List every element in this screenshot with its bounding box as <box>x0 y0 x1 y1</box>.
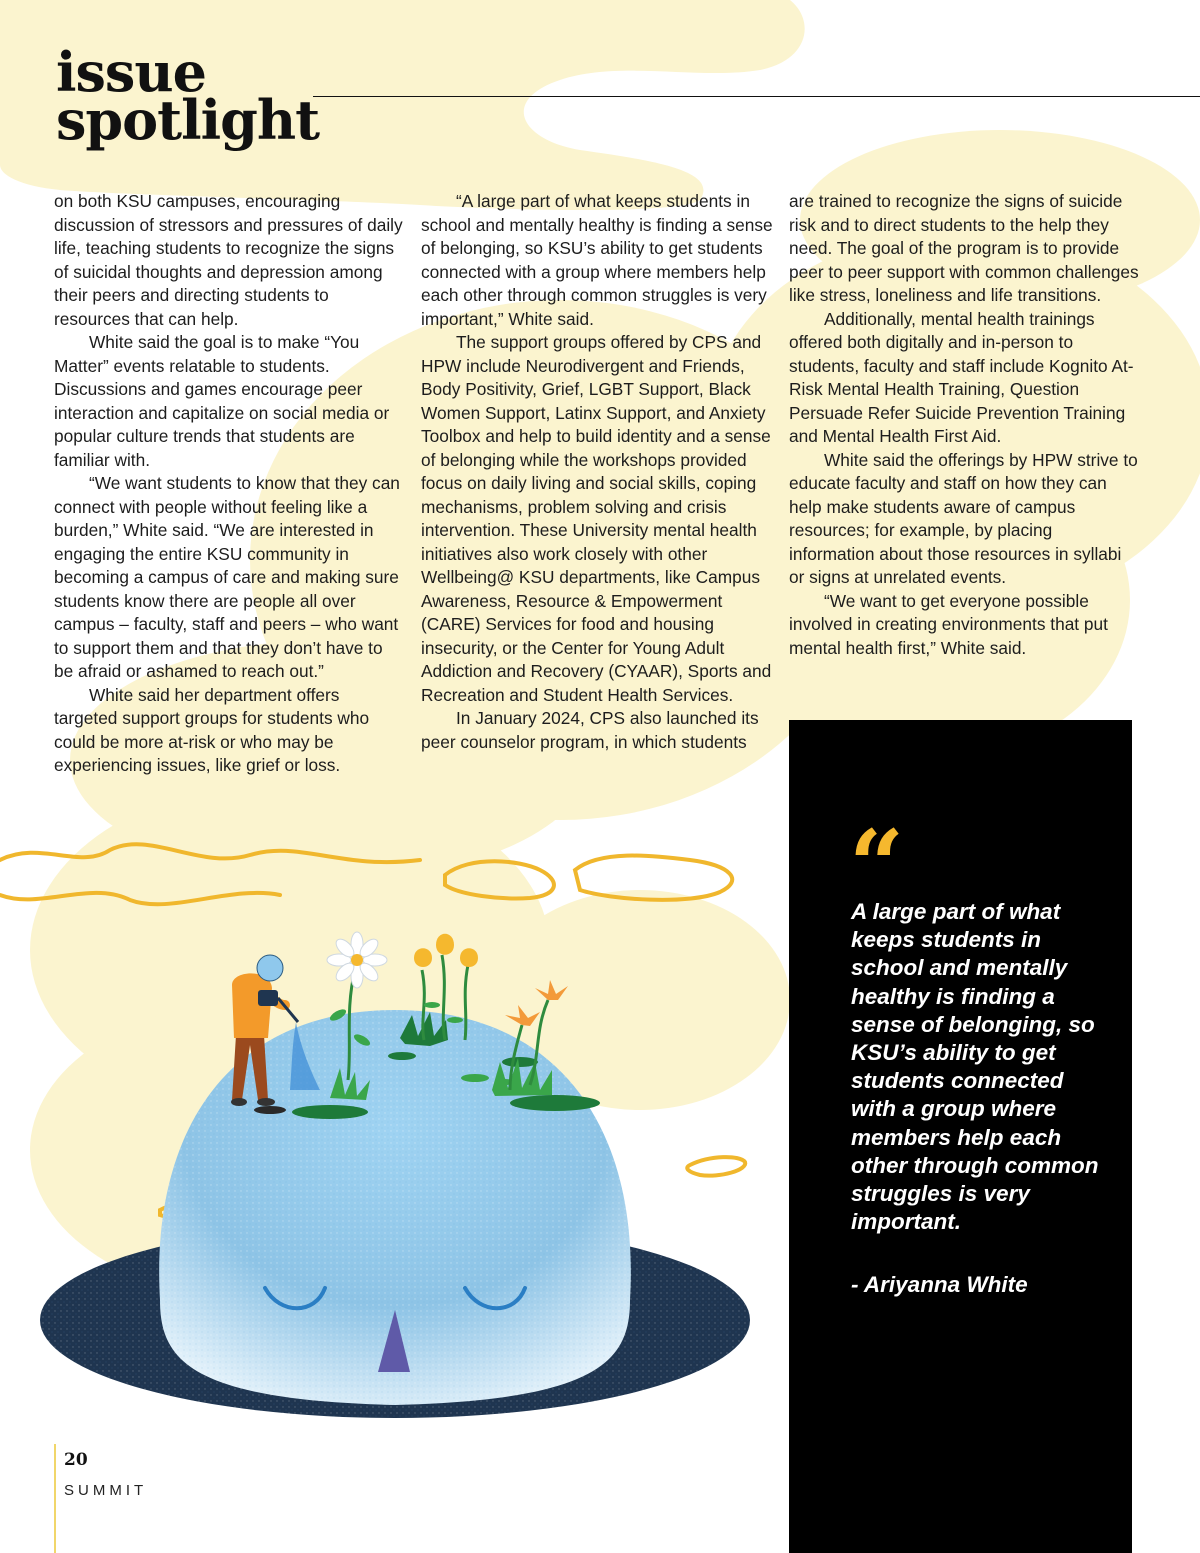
section-heading <box>56 40 320 152</box>
footer-accent-bar <box>54 1444 56 1553</box>
article-column-3 <box>789 190 1141 660</box>
paragraph: are trained to recognize the signs of suicide risk and to direct students to the help they need. The goal of the program is to provide peer to peer support with common challenges like stress, loneliness and life transitions. <box>789 191 1139 305</box>
heading-line-spotlight: spotlight <box>56 88 320 152</box>
page-number: 20 <box>64 1450 88 1470</box>
paragraph: “A large part of what keeps students in school and mentally healthy is finding a sense of belonging, so KSU’s ability to get students connected with a group where members help each other through common struggles is very important,” White said. <box>421 191 773 329</box>
article-column-2 <box>421 190 773 754</box>
paragraph: White said her department offers targeted support groups for students who could be more at-risk or who may be experiencing issues, like grief or loss. <box>54 684 370 775</box>
paragraph: “We want to get everyone possible involved in creating environments that put mental health first,” White said. <box>789 590 1108 658</box>
illustration-head-garden <box>0 800 780 1420</box>
heading-rule <box>313 96 1200 97</box>
article-column-1 <box>54 190 406 778</box>
open-quote-icon: “ <box>849 809 905 922</box>
paragraph: on both KSU campuses, encouraging discussion of stressors and pressures of daily life, teaching students to recognize the signs of suicidal thoughts and depression among their peers and directing students to resources that can help. <box>54 191 403 329</box>
paragraph: “We want students to know that they can connect with people without feeling like a burden,” White said. “We are interested in engaging the entire KSU community in becoming a campus of care and making sure students know there are people all over campus – faculty, staff and peers – who want to support them and that they don’t have to be afraid or ashamed to reach out.” <box>54 473 400 681</box>
paragraph: The support groups offered by CPS and HPW include Neurodivergent and Friends, Body Positivity, Grief, LGBT Support, Black Women Support, Latinx Support, and Anxiety Toolbox and help to build identity and a sense of belonging while the workshops provided focus on daily living and social skills, coping mechanisms, problem solving and crisis intervention. These University mental health initiatives also work closely with other Wellbeing@ KSU departments, like Campus Awareness, Resource & Empowerment (CARE) Services for food and housing insecurity, or the Center for Young Adult Addiction and Recovery (CYAAR), Sports and Recreation and Student Health Services. <box>421 332 772 705</box>
paragraph: White said the offerings by HPW strive to educate faculty and staff on how they can help make students aware of campus resources; for example, by placing information about those resources in syllabi or signs at unrelated events. <box>789 449 1138 587</box>
paragraph: In January 2024, CPS also launched its peer counselor program, in which students <box>421 708 759 752</box>
magazine-name: SUMMIT <box>64 1482 148 1499</box>
heading-line-issue: issue <box>56 40 206 104</box>
paragraph: Additionally, mental health trainings offered both digitally and in-person to students, faculty and staff include Kognito At-Risk Mental Health Training, Question Persuade Refer Suicide Prevention Training and Mental Health First Aid. <box>789 308 1134 446</box>
paragraph: White said the goal is to make “You Matter” events relatable to students. Discussions and games encourage peer interaction and capitalize on social media or popular culture trends that students are familiar with. <box>54 332 390 470</box>
pullquote-box <box>789 720 1132 1553</box>
pullquote-author: - Ariyanna White <box>851 1272 1028 1297</box>
pullquote-text: A large part of what keeps students in school and mentally healthy is finding a sense of belonging, so KSU’s ability to get students connected with a group where members help each other through common struggles is very important. <box>851 899 1099 1235</box>
